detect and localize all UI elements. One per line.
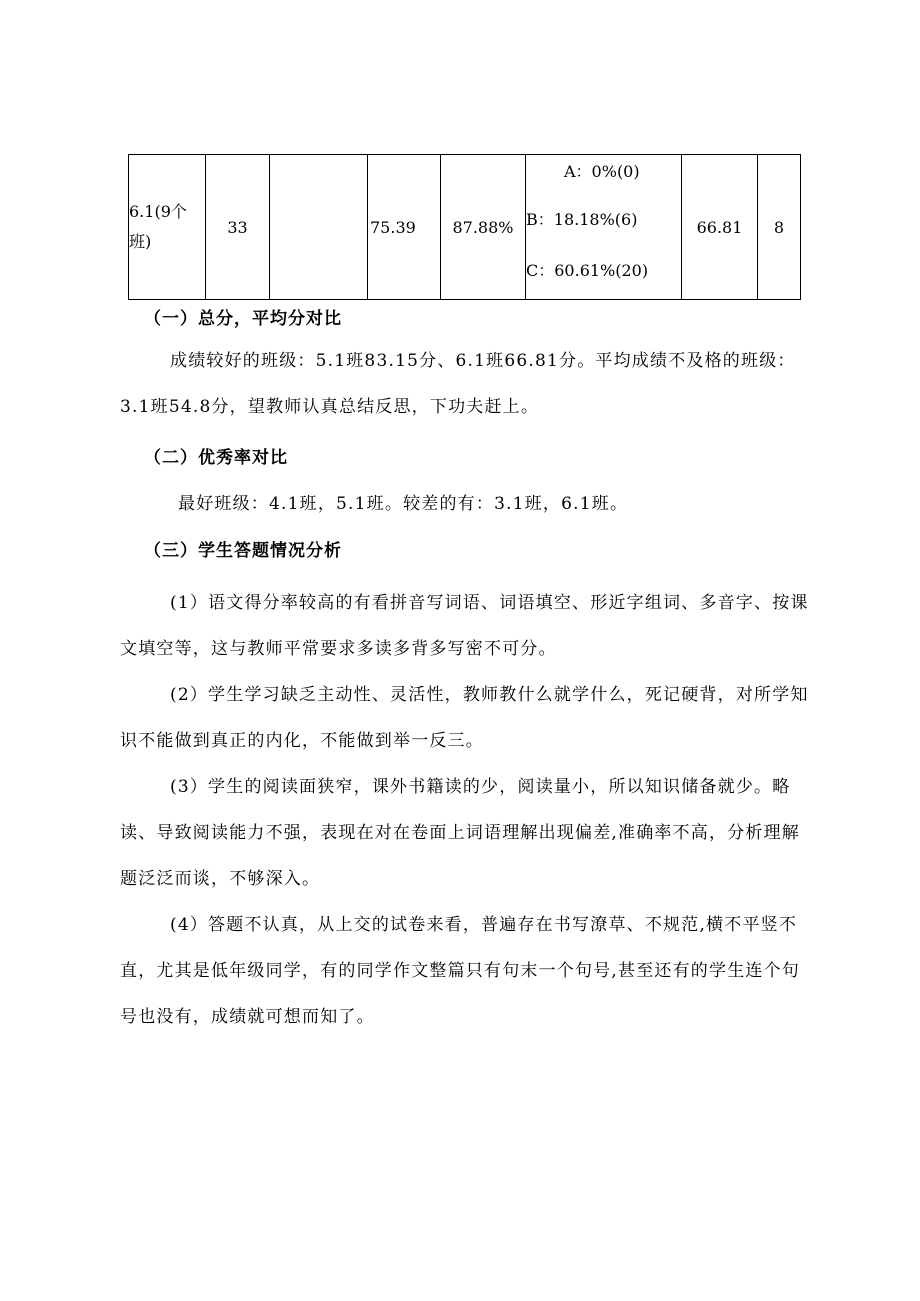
student-count-cell: 33 xyxy=(206,155,270,300)
grade-a-text: A：0%(0) xyxy=(564,162,640,181)
section-2-body: 最好班级：4.1班，5.1班。较差的有：3.1班，6.1班。 xyxy=(178,494,629,514)
grade-b-text: B：18.18%(6) xyxy=(526,210,638,229)
section-2-heading: （二）优秀率对比 xyxy=(144,448,288,468)
section-1-heading: （一）总分，平均分对比 xyxy=(144,309,342,329)
grade-distribution-cell xyxy=(526,155,682,300)
section-3-heading: （三）学生答题情况分析 xyxy=(144,541,342,561)
average-score-cell: 75.39 xyxy=(368,155,441,300)
class-name-cell: 6.1(9个班) xyxy=(129,155,206,300)
grade-c-text: C：60.61%(20) xyxy=(526,261,649,280)
total-average-cell: 66.81 xyxy=(682,155,758,300)
table-row xyxy=(129,155,801,300)
analysis-paragraph-4: (4）答题不认真，从上交的试卷来看，普遍存在书写潦草、不规范,横不平竖不直，尤其是低年级同学，有的同学作文整篇只有句末一个句号,甚至还有的学生连个句号也没有，成绩就可想而知了。 xyxy=(120,915,801,1027)
rank-cell: 8 xyxy=(758,155,801,300)
empty-cell xyxy=(270,155,368,300)
analysis-paragraph-1: (1）语文得分率较高的有看拼音写词语、词语填空、形近字组词、多音字、按课文填空等，这与教师平常要求多读多背多写密不可分。 xyxy=(120,593,809,659)
score-table xyxy=(128,154,801,300)
analysis-paragraph-2: (2）学生学习缺乏主动性、灵活性，教师教什么就学什么，死记硬背，对所学知识不能做到真正的内化，不能做到举一反三。 xyxy=(120,685,809,751)
pass-rate-cell: 87.88% xyxy=(441,155,526,300)
section-1-body: 成绩较好的班级：5.1班83.15分、6.1班66.81分。平均成绩不及格的班级：3.1班54.8分，望教师认真总结反思，下功夫赶上。 xyxy=(120,351,796,417)
analysis-paragraph-3: (3）学生的阅读面狭窄，课外书籍读的少，阅读量小，所以知识储备就少。略读、导致阅读能力不强，表现在对在卷面上词语理解出现偏差,准确率不高，分析理解题泛泛而谈，不够深入。 xyxy=(120,777,801,889)
